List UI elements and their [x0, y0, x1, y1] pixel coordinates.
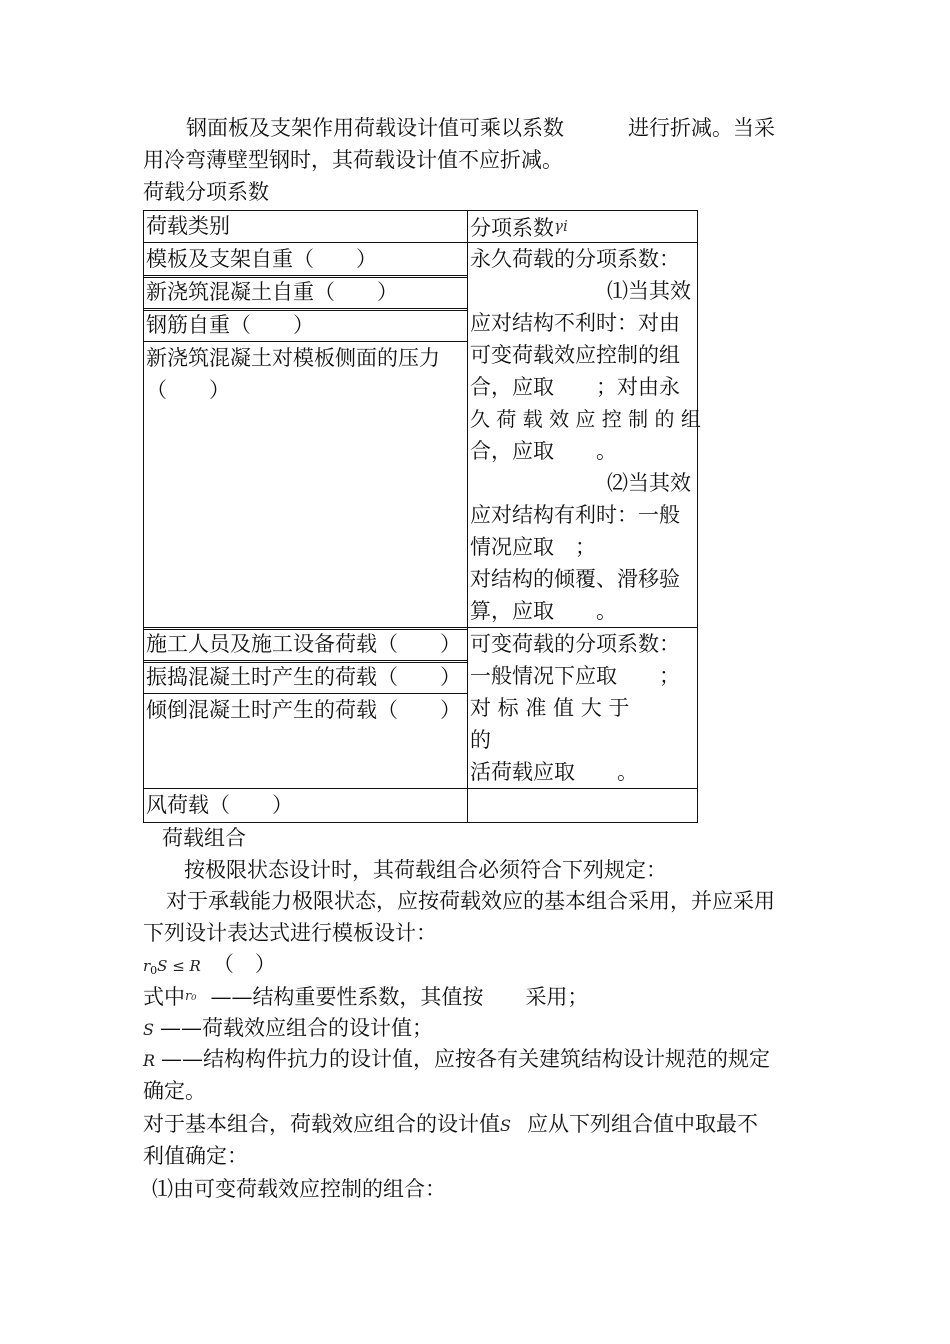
perm-factor-line: 情况应取 ；	[470, 535, 596, 559]
perm-factor-line: 算，应取 。	[470, 599, 617, 623]
header-partial-factor-label: 分项系数	[470, 216, 554, 240]
section-title: 荷载分项系数	[143, 180, 269, 204]
limit-state-line-1: 对于承载能力极限状态，应按荷载效应的基本组合采用，并应采用	[166, 889, 775, 913]
basic-combo-text-b: 应从下列组合值中取最不	[526, 1112, 758, 1136]
row-rebar-self-weight: 钢筋自重（ ）	[146, 313, 314, 337]
load-factor-table	[143, 210, 701, 823]
def-r0-text-b: 采用；	[525, 985, 589, 1009]
def-s-text: ——荷载效应组合的设计值；	[159, 1016, 433, 1040]
def-R	[143, 1043, 770, 1077]
formula-r: r	[143, 957, 151, 975]
basic-combo-symbol: S	[500, 1116, 511, 1135]
row-formwork-self-weight: 模板及支架自重（ ）	[146, 247, 377, 271]
row-pouring-load: 倾倒混凝土时产生的荷载（ ）	[146, 698, 461, 722]
def-r0-text-a: ——结构重要性系数，其值按	[210, 985, 484, 1009]
var-factor-line: 可变荷载的分项系数：	[470, 632, 680, 656]
def-r0	[143, 981, 588, 1013]
var-factor-line: 一般情况下应取 ；	[470, 664, 680, 688]
def-s-symbol: S	[143, 1020, 154, 1039]
combo-intro: 按极限状态设计时，其荷载组合必须符合下列规定：	[184, 858, 667, 882]
def-R-line-2: 确定。	[143, 1079, 206, 1103]
basic-combo-line-2: 利值确定：	[143, 1144, 248, 1168]
perm-factor-line: 合，应取 ；对由永	[470, 375, 680, 399]
var-factor-line: 活荷载应取 。	[470, 760, 638, 784]
row-lateral-pressure-cont: （ ）	[146, 378, 230, 402]
gamma-i-symbol: γi	[554, 217, 568, 235]
header-partial-factor	[470, 210, 568, 244]
perm-factor-line: 久 荷 载 效 应 控 制 的 组	[470, 407, 701, 431]
perm-factor-line: 对结构的倾覆、滑移验	[470, 567, 680, 591]
perm-factor-line: ⑵当其效	[607, 471, 691, 495]
perm-factor-line: 应对结构有利时：一般	[470, 503, 680, 527]
def-r0-symbol: r₀	[185, 989, 197, 1004]
perm-factor-line: 合，应取 。	[470, 439, 617, 463]
intro-line-1	[186, 112, 775, 144]
perm-factor-line: ⑴当其效	[607, 279, 691, 303]
formula-eq-number: （ ）	[212, 952, 276, 976]
row-wind-load: 风荷载（ ）	[146, 793, 293, 817]
intro-line-1-b: 进行折减。当采	[628, 116, 775, 140]
row-concrete-self-weight: 新浇筑混凝土自重（ ）	[146, 280, 398, 304]
combo-title: 荷载组合	[162, 826, 246, 850]
perm-factor-line: 永久荷载的分项系数：	[470, 247, 680, 271]
row-construction-personnel-load: 施工人员及施工设备荷载（ ）	[146, 632, 461, 656]
formula-sub0: 0	[150, 964, 158, 977]
basic-combo-text-a: 对于基本组合，荷载效应组合的设计值	[143, 1112, 500, 1136]
limit-state-line-2: 下列设计表达式进行模板设计：	[143, 921, 437, 945]
item-1-variable-controlled: ⑴由可变荷载效应控制的组合：	[152, 1177, 446, 1201]
perm-factor-line: 可变荷载效应控制的组	[470, 343, 680, 367]
def-r0-prefix: 式中	[143, 985, 185, 1009]
header-load-category: 荷载类别	[146, 214, 230, 238]
row-vibration-load: 振捣混凝土时产生的荷载（ ）	[146, 665, 461, 689]
row-lateral-pressure: 新浇筑混凝土对模板侧面的压力	[146, 346, 440, 370]
def-R-text-line-1: ——结构构件抗力的设计值，应按各有关建筑结构设计规范的规定	[161, 1047, 771, 1071]
basic-combo-line-1	[143, 1108, 758, 1142]
def-R-symbol: R	[143, 1051, 156, 1070]
intro-line-2: 用冷弯薄壁型钢时，其荷载设计值不应折减。	[143, 148, 563, 172]
var-factor-line: 的	[470, 728, 491, 752]
formula-rest: S ≤ R	[157, 957, 201, 975]
def-s	[143, 1012, 433, 1046]
intro-line-1-a: 钢面板及支架作用荷载设计值可乘以系数	[186, 116, 564, 140]
var-factor-line: 对 标 准 值 大 于	[470, 696, 630, 720]
perm-factor-line: 应对结构不利时：对由	[470, 311, 680, 335]
